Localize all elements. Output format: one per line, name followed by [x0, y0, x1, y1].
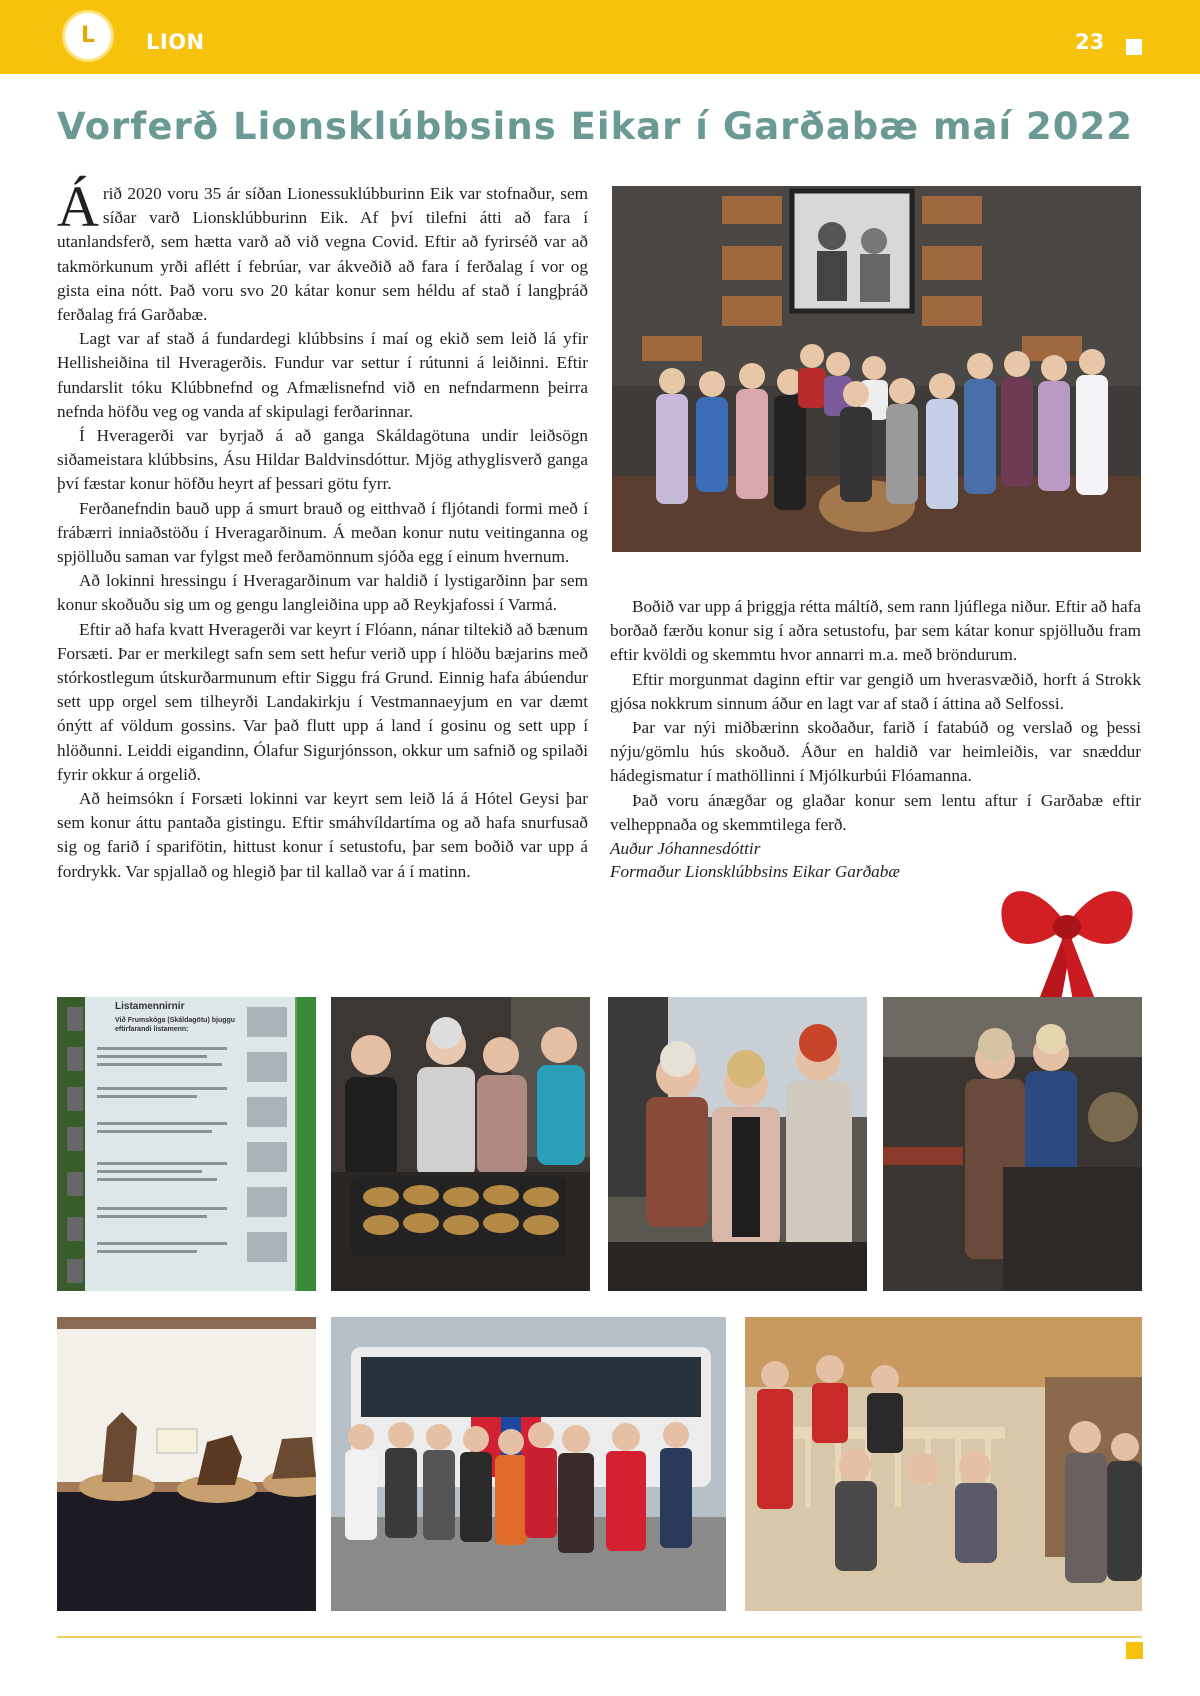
author-name: Auður Jóhannesdóttir [610, 839, 761, 859]
author-role: Formaður Lionsklúbbsins Eikar Garðabæ [610, 862, 900, 882]
paragraph-9: Eftir morgunmat daginn eftir var gengið um hverasvæðið, horft á Strokk gjósa nokkrum sinnum áður en lagt var af stað í áttina að Selfossi. [610, 669, 1141, 713]
photo-three-women [608, 997, 867, 1291]
carvings-image [57, 1317, 316, 1611]
photo-women-in-shop [745, 1317, 1142, 1611]
group-at-bus-image [331, 1317, 726, 1611]
paragraph-3: Í Hveragerði var byrjað á að ganga Skáldagötuna undir leiðsögn siðameistara klúbbsins, Ásu Hildar Baldvinsdóttur. Mjög athyglisverð ganga því fæstar konur höfðu heyrt af þessari götu fyrr. [57, 426, 588, 494]
women-with-bread-image [331, 997, 590, 1291]
women-in-shop-image [745, 1317, 1142, 1611]
photo-women-with-bread [331, 997, 590, 1291]
paragraph-11: Það voru ánægðar og glaðar konur sem lentu aftur í Garðabæ eftir velheppnaða og skemmtilega ferð. [610, 790, 1141, 834]
photo-poet-street-sign [57, 997, 316, 1291]
sign-subheading: Við Frumskóga (Skáldagötu) bjuggu eftirfarandi listamenn: [115, 1017, 236, 1033]
drop-cap: Á [57, 174, 99, 239]
photo-women-at-counter [883, 997, 1142, 1291]
lions-logo-icon [62, 10, 114, 62]
group-photo-hotel [612, 186, 1141, 552]
sign-heading: Listamennirnir [115, 1001, 185, 1012]
paragraph-8: Boðið var upp á þriggja rétta máltíð, sem rann ljúflega niður. Eftir að hafa borðað færðu konur sig í aðra setustofu, þar sem kátar konur spjölluðu fram eftir kvöldi og skemmtu hvor annarri m.a. með bröndurum. [610, 597, 1141, 665]
article-column-right [610, 595, 1141, 883]
page-marker-square [1126, 39, 1142, 55]
footer-square [1126, 1642, 1143, 1659]
photo-group-at-bus [331, 1317, 726, 1611]
poet-street-sign-image [57, 997, 316, 1291]
paragraph-7: Að heimsókn í Forsæti lokinni var keyrt sem leið lá á Hótel Geysi þar sem konur áttu pantaða gistingu. Eftir smáhvíldartíma og að hafa snurfusað sig og farið í sparifötin, hittust konur í setustofu, þar sem boðið var upp á fordrykk. Var spjallað og hlegið þar til kallað var á í matinn. [57, 789, 588, 881]
paragraph-1 [57, 174, 588, 327]
header-bar [0, 0, 1200, 74]
paragraph-10: Þar var nýi miðbærinn skoðaður, farið í fatabúð og verslað og þessi nýju/gömlu hús skoðuð. Áður en haldið var heimleiðis, var snæddur hádegismatur í mathöllinni í Mjólkurbúi Flóamanna. [610, 718, 1141, 786]
footer-rule [57, 1636, 1142, 1638]
paragraph-6: Eftir að hafa kvatt Hveragerði var keyrt í Flóann, nánar tiltekið að bænum Forsæti. Þar er merkilegt safn sem sett hefur verið upp í hlöðu bæjarins með stórkostlegum útskurðarmunum eftir Siggu frá Grund. Einnig hafa ábúendur sett upp orgel sem tilheyrði Landakirkju í Vestmannaeyjum en var dæmt ónýtt af völdum gossins. Var það flutt upp á land í gosinu og sett upp í hlöðunni. Leiddi eigandinn, Ólafur Sigurjónsson, okkur um safnið og spilaði fyrir okkur á orgelið. [57, 619, 588, 784]
article-title: Vorferð Lionsklúbbsins Eikar í Garðabæ maí 2022 [57, 105, 1134, 148]
women-at-counter-image [883, 997, 1142, 1291]
paragraph-4: Ferðanefndin bauð upp á smurt brauð og eitthvað í fljótandi formi með í frábærri inniaðstöðu í Hveragarðinum. Á meðan konur nutu veitinganna og spjölluðu saman var fylgst með ferðamönnum sjóða egg í einum hvernum. [57, 498, 588, 567]
article-column-left [57, 174, 588, 884]
page-number: 23 [1075, 30, 1105, 54]
photo-carvings [57, 1317, 316, 1611]
three-women-image [608, 997, 867, 1291]
paragraph-1-text: rið 2020 voru 35 ár síðan Lionessuklúbburinn Eik var stofnaður, sem síðar varð Lionsklúbburinn Eik. Af því tilefni átti að fara í utanlandsferð, sem hætta varð að við vegna Covid. Eftir að fyrirséð var að takmörkunum yrði aflétt í febrúar, var ákveðið að fara í ferðalag í vor og gista eina nótt. Það voru svo 20 kátar konur sem héldu af stað í langþráð ferðalag frá Garðabæ. [57, 184, 588, 325]
group-photo-hotel-image [612, 186, 1141, 552]
magazine-name: LION [146, 30, 205, 54]
paragraph-2: Lagt var af stað á fundardegi klúbbsins í maí og ekið sem leið lá yfir Hellisheiðina til Hveragerðis. Fundur var settur í rútunni á leiðinni. Eftir fundarslit tóku Klúbbnefnd og Afmælisnefnd við en nefndarmenn þeirra nefnda höfðu veg og vanda af skipulagi ferðarinnar. [57, 329, 588, 421]
paragraph-5: Að lokinni hressingu í Hveragarðinum var haldið í lystigarðinn þar sem konur skoðuðu sig um og gengu langleiðina upp að Reykjafossi í Varmá. [57, 571, 588, 615]
